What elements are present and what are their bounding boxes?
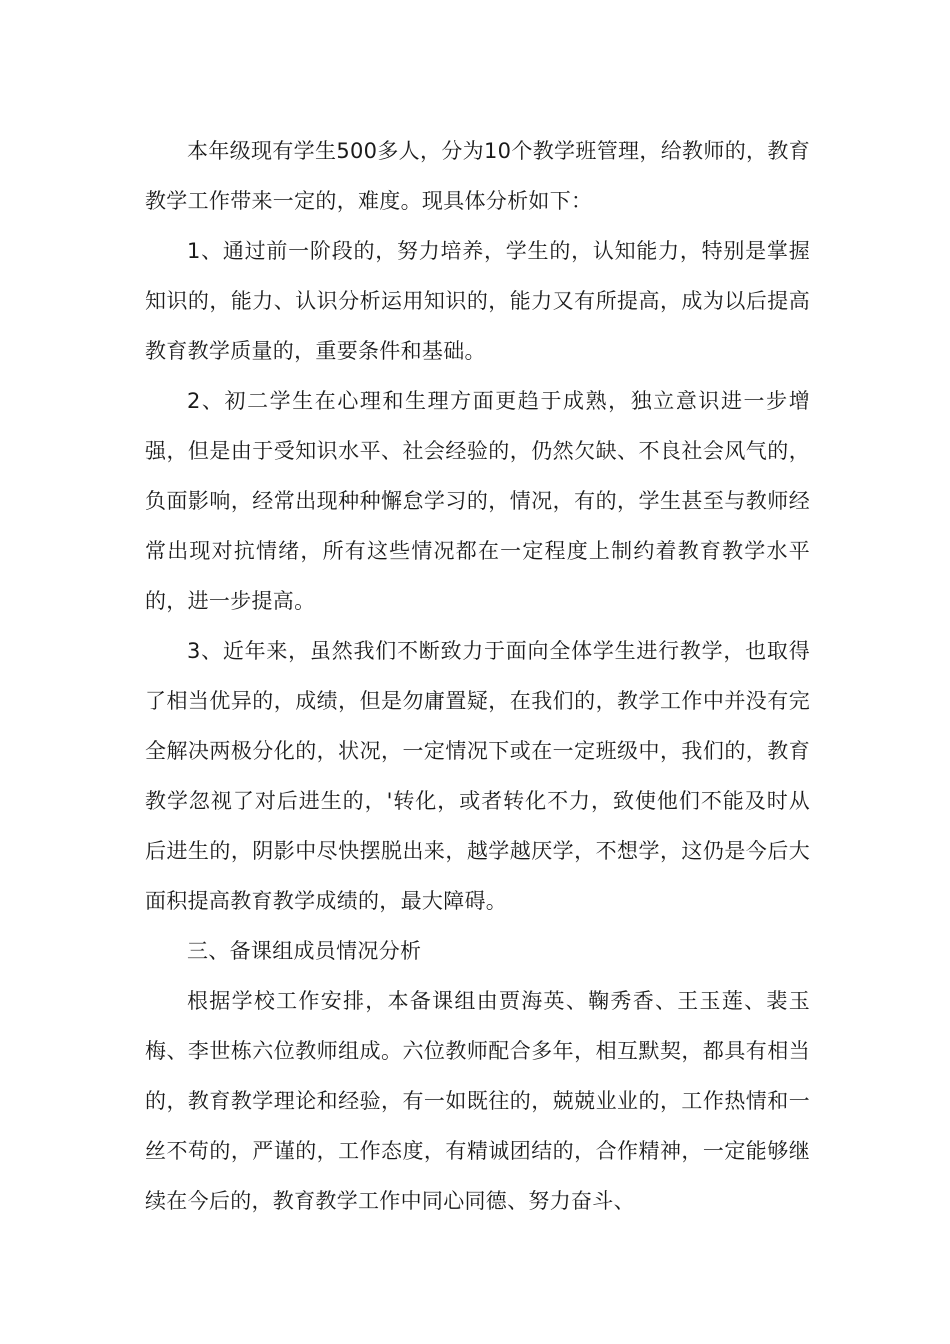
paragraph-point-2: 2、初二学生在心理和生理方面更趋于成熟，独立意识进一步增强，但是由于受知识水平、社会经验的，仍然欠缺、不良社会风气的，负面影响，经常出现种种懈怠学习的，情况，有的，学生甚至与教师经常出现对抗情绪，所有这些情况都在一定程度上制约着教育教学水平的，进一步提高。 bbox=[145, 389, 810, 613]
paragraph-class-overview: 本年级现有学生500多人，分为10个教学班管理，给教师的，教育教学工作带来一定的，难度。现具体分析如下： bbox=[145, 139, 810, 213]
paragraph-point-3: 3、近年来，虽然我们不断致力于面向全体学生进行教学，也取得了相当优异的，成绩，但是勿庸置疑，在我们的，教学工作中并没有完全解决两极分化的，状况，一定情况下或在一定班级中，我们的，教育教学忽视了对后进生的，'转化，或者转化不力，致使他们不能及时从后进生的，阴影中尽快摆脱出来，越学越厌学，不想学，这仍是今后大面积提高教育教学成绩的，最大障碍。 bbox=[145, 639, 810, 913]
section-heading-team-analysis: 三、备课组成员情况分析 bbox=[187, 939, 422, 963]
document-body bbox=[145, 126, 810, 1226]
paragraph-team-members: 根据学校工作安排，本备课组由贾海英、鞠秀香、王玉莲、裴玉梅、李世栋六位教师组成。六位教师配合多年，相互默契，都具有相当的，教育教学理论和经验，有一如既往的，兢兢业业的，工作热情和一丝不苟的，严谨的，工作态度，有精诚团结的，合作精神，一定能够继续在今后的，教育教学工作中同心同德、努力奋斗、 bbox=[145, 989, 810, 1213]
paragraph-point-1: 1、通过前一阶段的，努力培养，学生的，认知能力，特别是掌握知识的，能力、认识分析运用知识的，能力又有所提高，成为以后提高教育教学质量的，重要条件和基础。 bbox=[145, 239, 810, 363]
